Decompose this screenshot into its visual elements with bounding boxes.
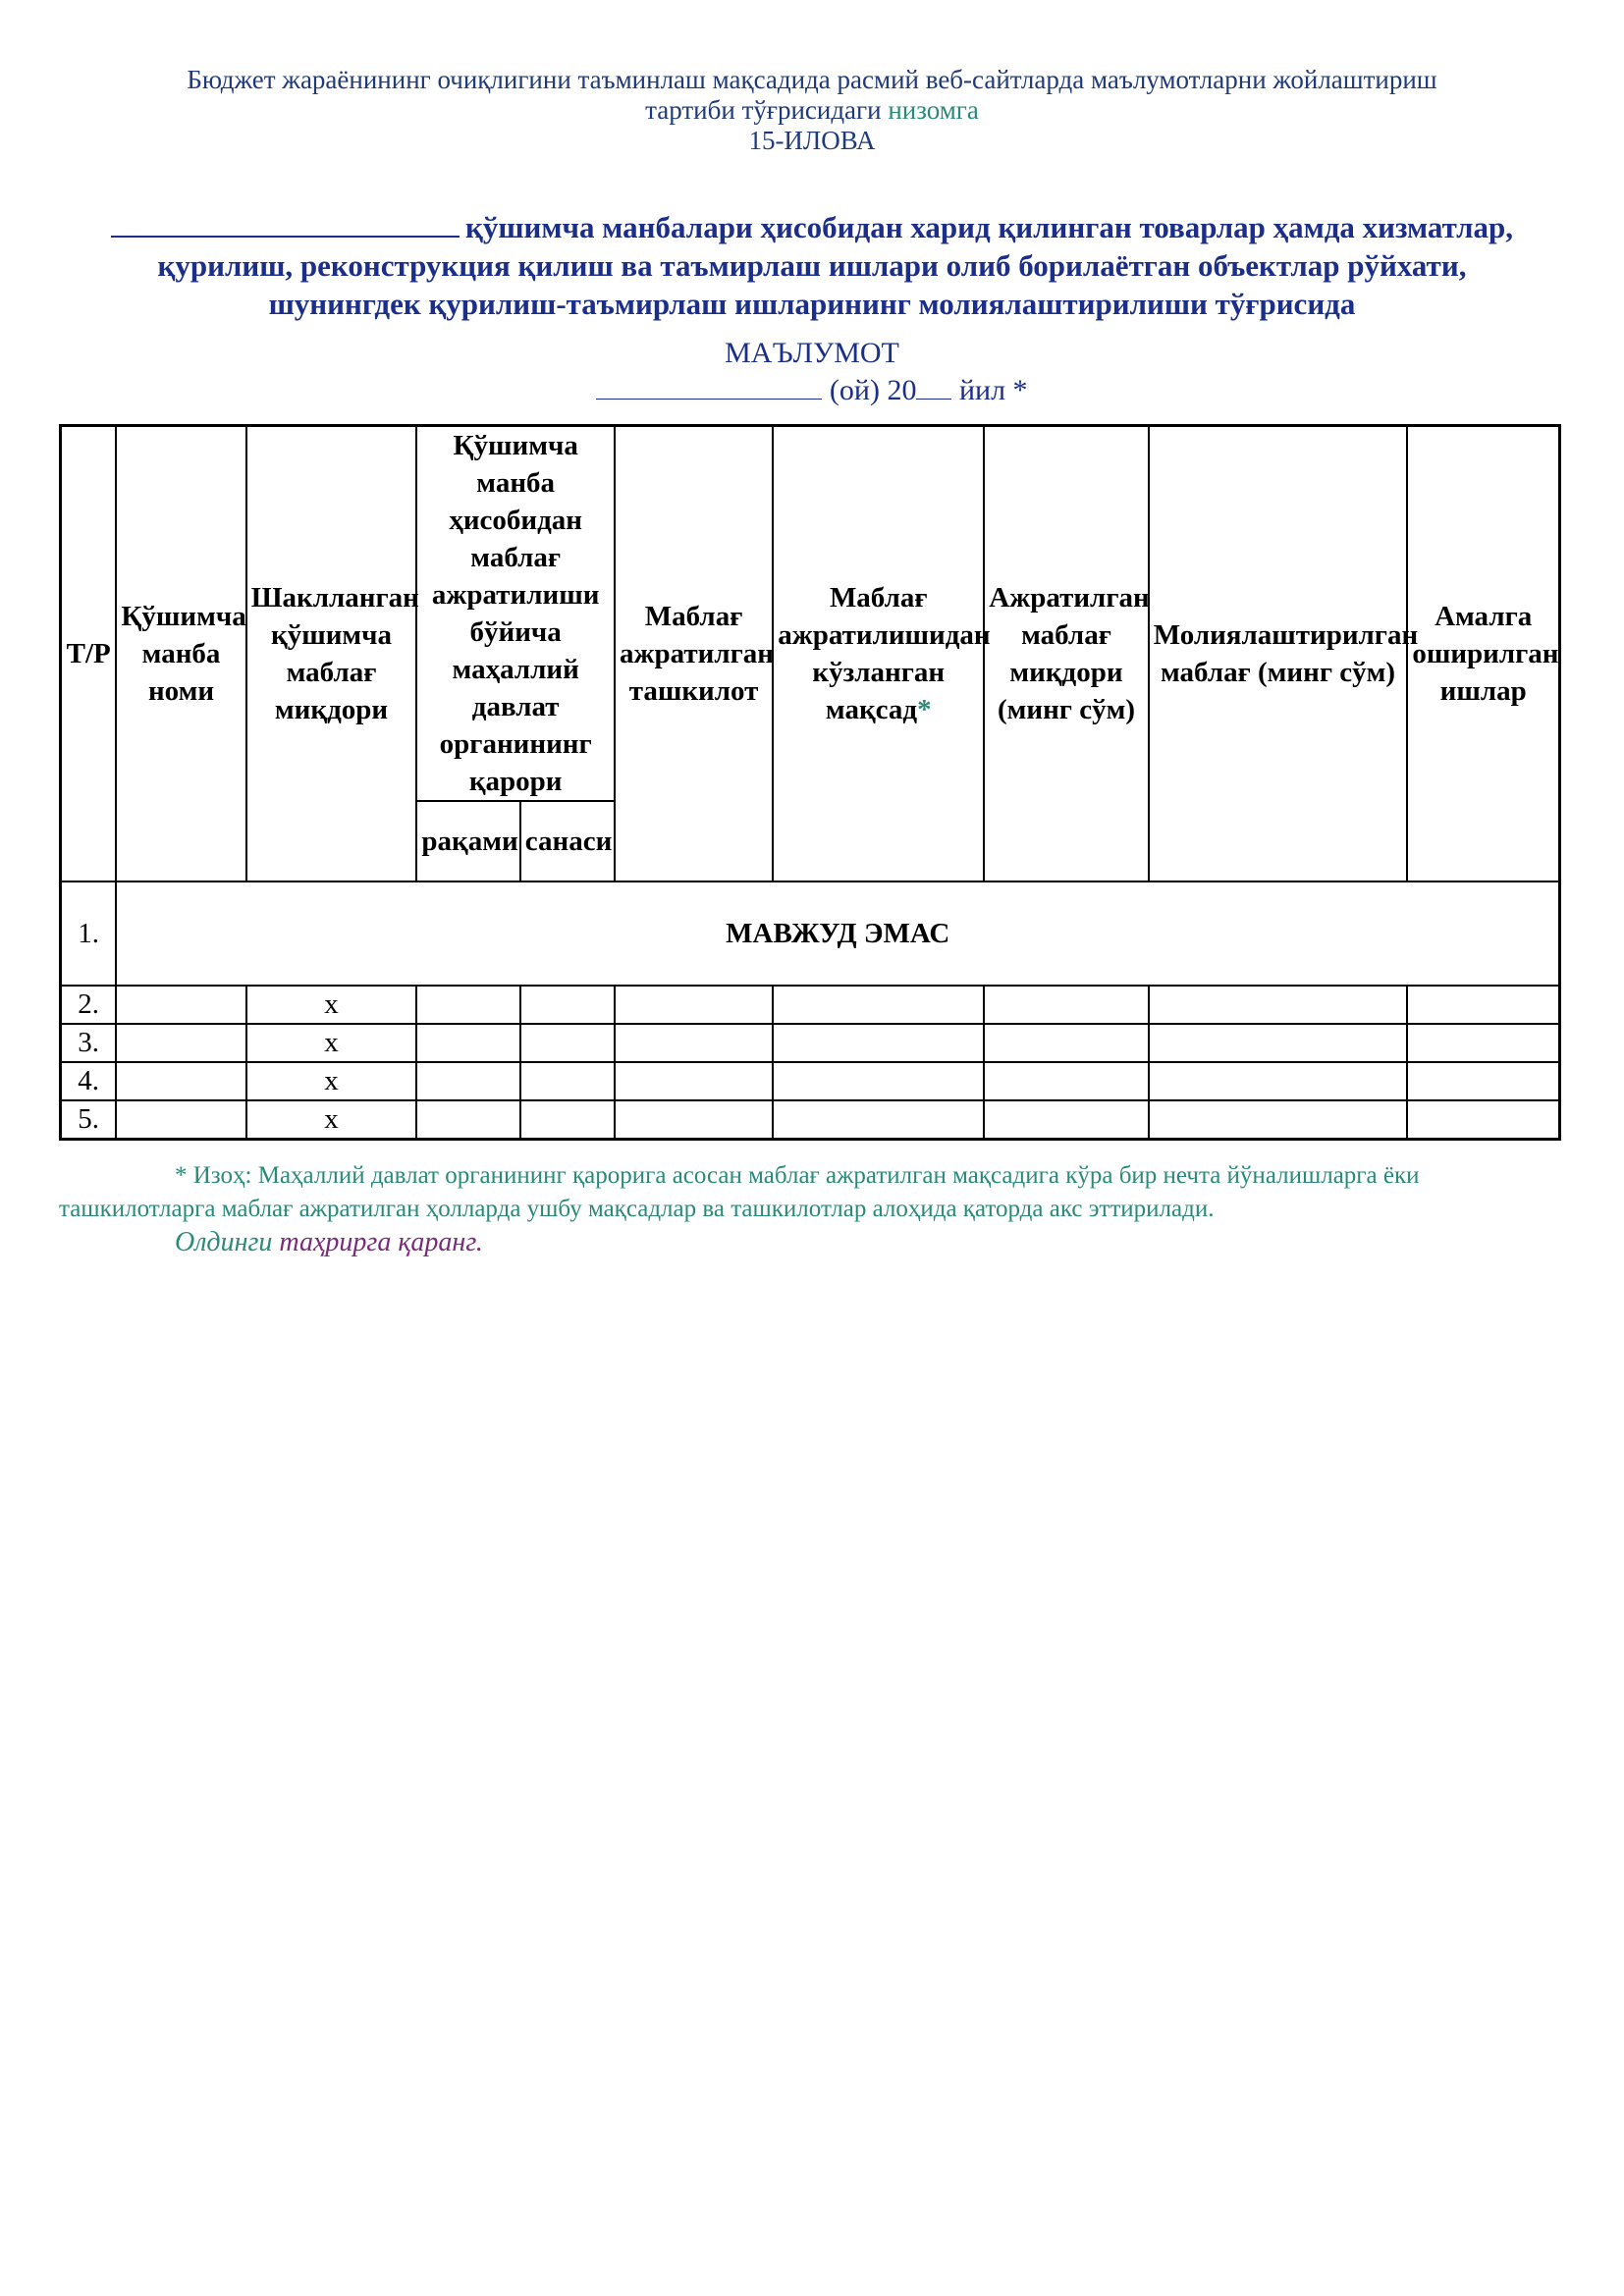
title-line-2: қурилиш, реконструкция қилиш ва таъмирлаш ишлари олиб борилаётган объектлар рўйхати, [157, 248, 1467, 283]
table-cell [116, 1100, 245, 1140]
regulation-link[interactable]: низомга [888, 95, 979, 125]
not-available-note: МАВЖУД ЭМАС [116, 881, 1559, 986]
report-table [59, 424, 1561, 1141]
table-cell [615, 986, 773, 1024]
table-cell [520, 1100, 615, 1140]
table-cell [116, 986, 245, 1024]
period-year-label: йил * [958, 374, 1028, 406]
footnote [59, 1159, 1565, 1226]
table-cell [1149, 1100, 1408, 1140]
header-purpose [773, 426, 991, 882]
table-cell [416, 1062, 519, 1100]
table-cell [1149, 1062, 1408, 1100]
header-line-2 [59, 95, 1565, 126]
table-cell [116, 1062, 245, 1100]
table-cell [520, 986, 615, 1024]
header-formed-amount: Шаклланган қўшимча маблағ миқдори [246, 426, 417, 882]
table-cell [773, 1024, 984, 1062]
footnote-line-2: ташкилотларга маблағ ажратилган ҳолларда ушбу мақсадлар ва ташкилотлар алоҳида қаторда акс эттирилади. [59, 1196, 1215, 1222]
table-cell [773, 986, 984, 1024]
row-number: 2. [61, 986, 117, 1024]
table-cell [615, 1024, 773, 1062]
table-cell [520, 1062, 615, 1100]
table-cell [1149, 1024, 1408, 1062]
table-row [61, 1062, 1560, 1100]
row-mark: x [246, 1024, 417, 1062]
header-source-name: Қўшимча манба номи [116, 426, 245, 882]
table-cell [1149, 986, 1408, 1024]
row-number: 3. [61, 1024, 117, 1062]
header-tr: Т/Р [61, 426, 117, 882]
header-purpose-text: Маблағ ажратилишидан кўзланган мақсад [778, 582, 991, 725]
table-cell [984, 1062, 1148, 1100]
table-cell [520, 1024, 615, 1062]
table-cell [615, 1062, 773, 1100]
document-title [57, 208, 1567, 323]
title-line-3: шунингдек қурилиш-таъмирлаш ишларининг молиялаштирилиши тўғрисида [268, 287, 1356, 321]
table-cell [1407, 1024, 1559, 1062]
table-cell [1407, 986, 1559, 1024]
info-title: МАЪЛУМОТ [725, 337, 899, 369]
row-number: 5. [61, 1100, 117, 1140]
table-row [61, 1100, 1560, 1140]
header-financed-amount: Молиялаштирилган маблағ (минг сўм) [1149, 426, 1408, 882]
table-cell [984, 1100, 1148, 1140]
header-decision-date: санаси [520, 801, 615, 881]
header-allocated-amount: Ажратилган маблағ миқдори (минг сўм) [984, 426, 1148, 882]
table-cell [984, 986, 1148, 1024]
table-row [61, 1024, 1560, 1062]
row-mark: x [246, 1062, 417, 1100]
row-mark: x [246, 1100, 417, 1140]
header-allocated-org: Маблағ ажратилган ташкилот [615, 426, 773, 882]
table-cell [416, 1024, 519, 1062]
table-cell [1407, 1062, 1559, 1100]
table-row [61, 986, 1560, 1024]
table-cell [116, 1024, 245, 1062]
period-month-label: (ой) 20 [829, 374, 917, 406]
previous-edition-text-1[interactable]: Олдинги [175, 1227, 273, 1257]
title-line-1-text: қўшимча манбалари ҳисобидан харид қилинган товарлар ҳамда хизматлар, [465, 210, 1513, 244]
previous-edition-link[interactable] [175, 1227, 483, 1258]
header-works-done: Амалга оширилган ишлар [1407, 426, 1559, 882]
previous-edition-text-2[interactable]: таҳрирга қаранг. [279, 1227, 483, 1257]
table-row [61, 881, 1560, 986]
row-mark: x [246, 986, 417, 1024]
header-reference [59, 65, 1565, 156]
footnote-line-1: * Изоҳ: Маҳаллий давлат органининг қарорига асосан маблағ ажратилган мақсадига кўра бир нечта йўналишларга ёки [175, 1162, 1420, 1189]
table-cell [416, 1100, 519, 1140]
table-cell [773, 1062, 984, 1100]
table-cell [773, 1100, 984, 1140]
table-cell [416, 986, 519, 1024]
header-decision-number: рақами [416, 801, 519, 881]
header-line-2-text: тартиби тўғрисидаги [645, 95, 882, 125]
info-heading [0, 335, 1624, 409]
title-blank-field [111, 210, 460, 238]
year-blank-field [916, 375, 951, 400]
row-number: 1. [61, 881, 117, 986]
table-cell [984, 1024, 1148, 1062]
header-decision: Қўшимча манба ҳисобидан маблағ ажратилиши бўйича маҳаллий давлат органининг қарори [416, 426, 615, 802]
table-cell [615, 1100, 773, 1140]
month-blank-field [596, 375, 822, 400]
appendix-number: 15-ИЛОВА [748, 126, 876, 155]
info-period [0, 372, 1624, 409]
row-number: 4. [61, 1062, 117, 1100]
title-line-1 [57, 208, 1567, 246]
purpose-footnote-star[interactable]: * [917, 694, 932, 725]
header-line-1: Бюджет жараёнининг очиқлигини таъминлаш мақсадида расмий веб-сайтларда маълумотларни жойлаштириш [187, 65, 1437, 94]
table-cell [1407, 1100, 1559, 1140]
